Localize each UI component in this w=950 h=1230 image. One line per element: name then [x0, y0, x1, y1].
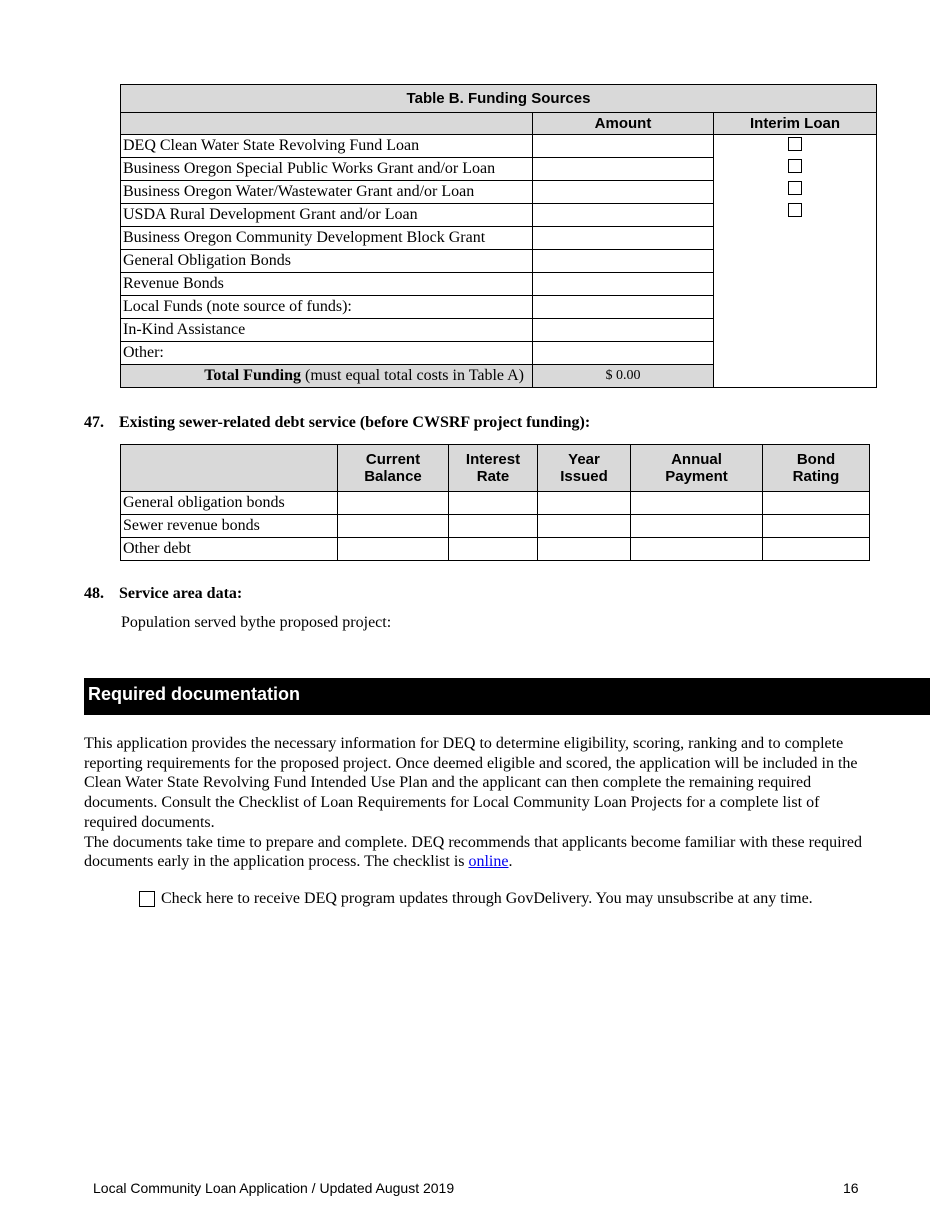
- question-48-number: 48.: [84, 585, 104, 602]
- required-documentation-body: [84, 734, 874, 872]
- total-funding-label: [121, 365, 533, 388]
- interest-rate-column-header: Interest Rate: [449, 445, 538, 492]
- funding-source-label: Other:: [121, 342, 533, 365]
- bond-rating-column-header: Bond Rating: [763, 445, 870, 492]
- current-balance-field[interactable]: [338, 492, 449, 515]
- amount-field[interactable]: [533, 273, 714, 296]
- required-docs-paragraph-1: This application provides the necessary information for DEQ to determine eligibility, scoring, ranking and to complete reporting requirements for the proposed project. Once deemed eligible and scored, the application will be included in the Clean Water State Revolving Fund Intended Use Plan and the applicant can then complete the remaining required documents. Consult the Checklist of Loan Requirements for Local Community Loan Projects for a complete list of required documents.: [84, 735, 858, 831]
- table-row: [121, 492, 870, 515]
- question-48-text: Service area data:: [119, 585, 243, 602]
- funding-sources-table: [120, 84, 877, 388]
- table-row: [121, 515, 870, 538]
- amount-field[interactable]: [533, 342, 714, 365]
- bond-rating-field[interactable]: [763, 492, 870, 515]
- amount-column-header: Amount: [533, 113, 714, 135]
- funding-source-label: USDA Rural Development Grant and/or Loan: [121, 204, 533, 227]
- govdelivery-label: Check here to receive DEQ program updates through GovDelivery. You may unsubscribe at any time.: [161, 890, 813, 907]
- amount-field[interactable]: [533, 296, 714, 319]
- debt-type-column-header: [121, 445, 338, 492]
- debt-type-label: Sewer revenue bonds: [121, 515, 338, 538]
- amount-field[interactable]: [533, 250, 714, 273]
- current-balance-field[interactable]: [338, 538, 449, 561]
- interest-rate-field[interactable]: [449, 492, 538, 515]
- debt-type-label: Other debt: [121, 538, 338, 561]
- question-48: [84, 585, 242, 603]
- interest-rate-field[interactable]: [449, 538, 538, 561]
- population-served-label: Population served bythe proposed project:: [121, 614, 392, 631]
- required-documentation-heading: Required documentation: [84, 678, 930, 715]
- annual-payment-field[interactable]: [631, 492, 763, 515]
- amount-field[interactable]: [533, 204, 714, 227]
- annual-payment-field[interactable]: [631, 515, 763, 538]
- required-docs-paragraph-2-end: .: [508, 853, 513, 871]
- interim-loan-column-header: Interim Loan: [714, 113, 877, 135]
- table-row: [121, 135, 877, 158]
- govdelivery-checkbox[interactable]: [139, 891, 155, 907]
- funding-source-label: Business Oregon Special Public Works Grant and/or Loan: [121, 158, 533, 181]
- bond-rating-field[interactable]: [763, 515, 870, 538]
- total-funding-amount: $ 0.00: [533, 365, 714, 388]
- amount-field[interactable]: [533, 135, 714, 158]
- question-47-text: Existing sewer-related debt service (before CWSRF project funding):: [119, 414, 591, 431]
- annual-payment-field[interactable]: [631, 538, 763, 561]
- source-column-header: [121, 113, 533, 135]
- question-47-number: 47.: [84, 414, 104, 431]
- amount-field[interactable]: [533, 319, 714, 342]
- funding-source-label: DEQ Clean Water State Revolving Fund Loan: [121, 135, 533, 158]
- interim-loan-checkbox-usda[interactable]: [788, 203, 802, 217]
- interim-loan-checkbox-cwsrf[interactable]: [788, 137, 802, 151]
- debt-type-label: General obligation bonds: [121, 492, 338, 515]
- current-balance-field[interactable]: [338, 515, 449, 538]
- current-balance-column-header: Current Balance: [338, 445, 449, 492]
- footer-title: Local Community Loan Application / Updated August 2019: [93, 1180, 455, 1196]
- page-number: 16: [843, 1180, 859, 1196]
- funding-source-label: Local Funds (note source of funds):: [121, 296, 533, 319]
- funding-source-label: Business Oregon Water/Wastewater Grant and/or Loan: [121, 181, 533, 204]
- year-issued-field[interactable]: [538, 538, 631, 561]
- year-issued-field[interactable]: [538, 515, 631, 538]
- amount-field[interactable]: [533, 227, 714, 250]
- funding-source-label: Revenue Bonds: [121, 273, 533, 296]
- table-b-title: Table B. Funding Sources: [121, 85, 877, 113]
- interim-loan-checkbox-water-wastewater[interactable]: [788, 181, 802, 195]
- table-row: [121, 538, 870, 561]
- amount-field[interactable]: [533, 181, 714, 204]
- year-issued-column-header: Year Issued: [538, 445, 631, 492]
- total-funding-note: (must equal total costs in Table A): [301, 367, 524, 384]
- funding-source-label: General Obligation Bonds: [121, 250, 533, 273]
- online-checklist-link[interactable]: online: [468, 853, 509, 871]
- govdelivery-optin: [139, 890, 813, 908]
- annual-payment-column-header: Annual Payment: [631, 445, 763, 492]
- total-funding-label-bold: Total Funding: [204, 367, 301, 384]
- required-docs-paragraph-2-text: The documents take time to prepare and complete. DEQ recommends that applicants become familiar with these required documents early in the application process. The checklist is: [84, 833, 862, 871]
- required-docs-paragraph-2: [84, 833, 874, 872]
- amount-field[interactable]: [533, 158, 714, 181]
- bond-rating-field[interactable]: [763, 538, 870, 561]
- question-47: [84, 414, 590, 432]
- interest-rate-field[interactable]: [449, 515, 538, 538]
- funding-source-label: In-Kind Assistance: [121, 319, 533, 342]
- year-issued-field[interactable]: [538, 492, 631, 515]
- funding-source-label: Business Oregon Community Development Block Grant: [121, 227, 533, 250]
- interim-loan-checkbox-spw[interactable]: [788, 159, 802, 173]
- interim-loan-cell: [714, 135, 877, 388]
- debt-service-table: [120, 444, 870, 561]
